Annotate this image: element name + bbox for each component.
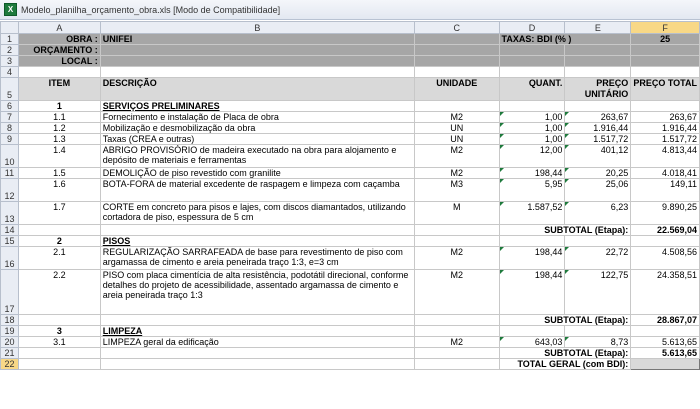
table-row	[1, 247, 700, 270]
item-unit-price[interactable]: 122,75	[565, 270, 631, 315]
cell[interactable]	[565, 56, 631, 67]
item-quantity[interactable]: 1,00	[499, 134, 565, 145]
taxas-label[interactable]: TAXAS: BDI (% )	[499, 34, 631, 45]
subtotal-label[interactable]: SUBTOTAL (Etapa):	[499, 348, 631, 359]
subtotal-label[interactable]: SUBTOTAL (Etapa):	[499, 225, 631, 236]
cell[interactable]	[100, 359, 414, 370]
cell[interactable]	[100, 45, 414, 56]
cell[interactable]	[415, 348, 499, 359]
subtotal-row	[1, 348, 700, 359]
cell[interactable]	[415, 101, 499, 112]
cell[interactable]	[499, 236, 565, 247]
row-number[interactable]: 7	[1, 112, 19, 123]
orcamento-label[interactable]: ORÇAMENTO :	[18, 45, 100, 56]
cell[interactable]	[100, 67, 414, 78]
taxas-value[interactable]: 25	[631, 34, 700, 45]
section-title[interactable]: SERVIÇOS PRELIMINARES	[100, 101, 414, 112]
table-row	[1, 179, 700, 202]
subtotal-row	[1, 225, 700, 236]
row-number[interactable]: 6	[1, 101, 19, 112]
item-unit-price[interactable]: 20,25	[565, 168, 631, 179]
item-number[interactable]: 1.7	[18, 202, 100, 225]
column-header-e[interactable]: E	[565, 22, 631, 34]
table-row	[1, 112, 700, 123]
subtotal-value[interactable]: 28.867,07	[631, 315, 700, 326]
total-geral-label[interactable]: TOTAL GERAL (com BDI):	[499, 359, 631, 370]
header-unidade[interactable]: UNIDADE	[415, 78, 499, 101]
subtotal-row	[1, 315, 700, 326]
section-number[interactable]: 1	[18, 101, 100, 112]
window-title: Modelo_planilha_orçamento_obra.xls [Modo de Compatibilidade]	[21, 4, 281, 15]
row-number[interactable]: 12	[1, 179, 19, 202]
cell[interactable]	[100, 348, 414, 359]
item-description[interactable]: Mobilização e desmobilização da obra	[100, 123, 414, 134]
row-number[interactable]: 21	[1, 348, 19, 359]
row-number[interactable]: 5	[1, 78, 19, 101]
window-titlebar	[0, 0, 700, 20]
section-title[interactable]: LIMPEZA	[100, 326, 414, 337]
item-total-price[interactable]: 4.813,44	[631, 145, 700, 168]
cell[interactable]	[499, 101, 565, 112]
item-total-price[interactable]: 4.508,56	[631, 247, 700, 270]
item-quantity[interactable]: 198,44	[499, 168, 565, 179]
column-header-a[interactable]: A	[18, 22, 100, 34]
item-description[interactable]: PISO com placa cimentícia de alta resistência, podotátil direcional, conforme detalhes do projeto de acessibilidade, assentado argamassa de cimento e areia peneirada traço 1:3	[100, 270, 414, 315]
row-number[interactable]: 3	[1, 56, 19, 67]
cell[interactable]	[415, 56, 499, 67]
cell[interactable]	[18, 359, 100, 370]
item-description[interactable]: Taxas (CREA e outras)	[100, 134, 414, 145]
cell[interactable]	[18, 315, 100, 326]
row-number[interactable]: 22	[1, 359, 19, 370]
section-number[interactable]: 3	[18, 326, 100, 337]
sheet-row	[1, 45, 700, 56]
row-number[interactable]: 20	[1, 337, 19, 348]
cell[interactable]	[631, 326, 700, 337]
item-unit[interactable]: M2	[415, 337, 499, 348]
item-number[interactable]: 2.2	[18, 270, 100, 315]
table-row	[1, 123, 700, 134]
subtotal-label[interactable]: SUBTOTAL (Etapa):	[499, 315, 631, 326]
item-total-price[interactable]: 1.517,72	[631, 134, 700, 145]
header-preco-unitario-line1: PREÇO	[596, 78, 629, 88]
item-unit-price[interactable]: 1.916,44	[565, 123, 631, 134]
table-row	[1, 270, 700, 315]
select-all-corner[interactable]	[1, 22, 19, 34]
row-number[interactable]: 18	[1, 315, 19, 326]
header-preco-unitario-line2: UNITÁRIO	[584, 89, 629, 99]
subtotal-value[interactable]: 5.613,65	[631, 348, 700, 359]
cell[interactable]	[18, 225, 100, 236]
excel-icon: X	[4, 3, 17, 16]
item-description[interactable]: ABRIGO PROVISÓRIO de madeira executado na obra para alojamento e depósito de materiais e ferramentas	[100, 145, 414, 168]
cell[interactable]	[631, 101, 700, 112]
local-label[interactable]: LOCAL :	[18, 56, 100, 67]
item-number[interactable]: 1.5	[18, 168, 100, 179]
item-unit[interactable]: M2	[415, 112, 499, 123]
cell[interactable]	[415, 225, 499, 236]
cell[interactable]	[565, 236, 631, 247]
item-total-price[interactable]: 9.890,25	[631, 202, 700, 225]
item-description[interactable]: CORTE em concreto para pisos e lajes, com discos diamantados, utilizando cortadora de piso, espessura de 5 cm	[100, 202, 414, 225]
column-header-row	[1, 22, 700, 34]
table-row	[1, 168, 700, 179]
column-header-b[interactable]: B	[100, 22, 414, 34]
cell[interactable]	[499, 326, 565, 337]
item-description[interactable]: Fornecimento e instalação de Placa de obra	[100, 112, 414, 123]
row-number[interactable]: 15	[1, 236, 19, 247]
row-number[interactable]: 16	[1, 247, 19, 270]
cell[interactable]	[100, 56, 414, 67]
column-header-d[interactable]: D	[499, 22, 565, 34]
section-row	[1, 236, 700, 247]
cell[interactable]	[415, 67, 499, 78]
spreadsheet-grid[interactable]	[0, 21, 700, 370]
item-unit-price[interactable]: 22,72	[565, 247, 631, 270]
item-unit-price[interactable]: 6,23	[565, 202, 631, 225]
obra-value[interactable]: UNIFEI	[100, 34, 414, 45]
cell[interactable]	[565, 101, 631, 112]
item-unit[interactable]: M2	[415, 145, 499, 168]
cell[interactable]	[100, 315, 414, 326]
table-row	[1, 145, 700, 168]
header-preco-total[interactable]: PREÇO TOTAL	[631, 78, 700, 101]
cell[interactable]	[18, 348, 100, 359]
item-description[interactable]: REGULARIZAÇÃO SARRAFEADA de base para revestimento de piso com argamassa de cimento e areia peneirada traço 1:3, e=3 cm	[100, 247, 414, 270]
header-quant[interactable]: QUANT.	[499, 78, 565, 101]
item-quantity[interactable]: 1,00	[499, 112, 565, 123]
cell[interactable]	[565, 326, 631, 337]
total-geral-row	[1, 359, 700, 370]
row-number[interactable]: 2	[1, 45, 19, 56]
item-quantity[interactable]: 198,44	[499, 247, 565, 270]
cell[interactable]	[565, 67, 631, 78]
sheet-row	[1, 67, 700, 78]
item-total-price[interactable]: 149,11	[631, 179, 700, 202]
row-number[interactable]: 8	[1, 123, 19, 134]
cell[interactable]	[499, 67, 565, 78]
cell[interactable]	[18, 67, 100, 78]
item-number[interactable]: 1.3	[18, 134, 100, 145]
subtotal-value[interactable]: 22.569,04	[631, 225, 700, 236]
cell[interactable]	[415, 315, 499, 326]
item-number[interactable]: 1.4	[18, 145, 100, 168]
item-unit[interactable]: UN	[415, 123, 499, 134]
item-total-price[interactable]: 24.358,51	[631, 270, 700, 315]
item-unit-price[interactable]: 8,73	[565, 337, 631, 348]
item-number[interactable]: 3.1	[18, 337, 100, 348]
table-row	[1, 134, 700, 145]
cell[interactable]	[499, 45, 565, 56]
row-number[interactable]: 10	[1, 145, 19, 168]
row-number[interactable]: 11	[1, 168, 19, 179]
item-description[interactable]: DEMOLIÇÃO de piso revestido com granilite	[100, 168, 414, 179]
item-unit[interactable]: M3	[415, 179, 499, 202]
item-quantity[interactable]: 1.587,52	[499, 202, 565, 225]
cell[interactable]	[565, 45, 631, 56]
item-unit[interactable]: M2	[415, 247, 499, 270]
item-unit[interactable]: M2	[415, 168, 499, 179]
total-geral-value[interactable]	[631, 359, 700, 370]
cell[interactable]	[631, 56, 700, 67]
header-item[interactable]: ITEM	[18, 78, 100, 101]
cell[interactable]	[415, 359, 499, 370]
section-row	[1, 101, 700, 112]
row-number[interactable]: 1	[1, 34, 19, 45]
item-number[interactable]: 2.1	[18, 247, 100, 270]
row-number[interactable]: 9	[1, 134, 19, 145]
item-quantity[interactable]: 198,44	[499, 270, 565, 315]
item-total-price[interactable]: 5.613,65	[631, 337, 700, 348]
item-description[interactable]: LIMPEZA geral da edificação	[100, 337, 414, 348]
row-number[interactable]: 13	[1, 202, 19, 225]
item-total-price[interactable]: 4.018,41	[631, 168, 700, 179]
table-row	[1, 202, 700, 225]
sheet-row	[1, 34, 700, 45]
item-total-price[interactable]: 1.916,44	[631, 123, 700, 134]
cell[interactable]	[631, 45, 700, 56]
cell[interactable]	[415, 45, 499, 56]
cell[interactable]	[631, 67, 700, 78]
header-preco-unitario[interactable]	[565, 78, 631, 101]
item-unit[interactable]: M2	[415, 270, 499, 315]
item-number[interactable]: 1.6	[18, 179, 100, 202]
section-number[interactable]: 2	[18, 236, 100, 247]
item-unit-price[interactable]: 263,67	[565, 112, 631, 123]
item-quantity[interactable]: 5,95	[499, 179, 565, 202]
table-row	[1, 337, 700, 348]
item-number[interactable]: 1.2	[18, 123, 100, 134]
item-number[interactable]: 1.1	[18, 112, 100, 123]
cell[interactable]	[415, 34, 499, 45]
item-quantity[interactable]: 643,03	[499, 337, 565, 348]
sheet-row	[1, 56, 700, 67]
cell[interactable]	[415, 236, 499, 247]
item-unit[interactable]: UN	[415, 134, 499, 145]
item-unit-price[interactable]: 1.517,72	[565, 134, 631, 145]
cell[interactable]	[499, 56, 565, 67]
cell[interactable]	[100, 225, 414, 236]
column-header-f[interactable]: F	[631, 22, 700, 34]
item-unit-price[interactable]: 401,12	[565, 145, 631, 168]
row-number[interactable]: 4	[1, 67, 19, 78]
row-number[interactable]: 17	[1, 270, 19, 315]
item-quantity[interactable]: 12,00	[499, 145, 565, 168]
row-number[interactable]: 19	[1, 326, 19, 337]
item-quantity[interactable]: 1,00	[499, 123, 565, 134]
column-header-c[interactable]: C	[415, 22, 499, 34]
cell[interactable]	[415, 326, 499, 337]
obra-label[interactable]: OBRA :	[18, 34, 100, 45]
item-description[interactable]: BOTA-FORA de material excedente de raspagem e limpeza com caçamba	[100, 179, 414, 202]
row-number[interactable]: 14	[1, 225, 19, 236]
section-row	[1, 326, 700, 337]
table-header-row	[1, 78, 700, 101]
cell[interactable]	[631, 236, 700, 247]
section-title[interactable]: PISOS	[100, 236, 414, 247]
item-unit-price[interactable]: 25,06	[565, 179, 631, 202]
item-total-price[interactable]: 263,67	[631, 112, 700, 123]
item-unit[interactable]: M	[415, 202, 499, 225]
header-descricao[interactable]: DESCRIÇÃO	[100, 78, 414, 101]
